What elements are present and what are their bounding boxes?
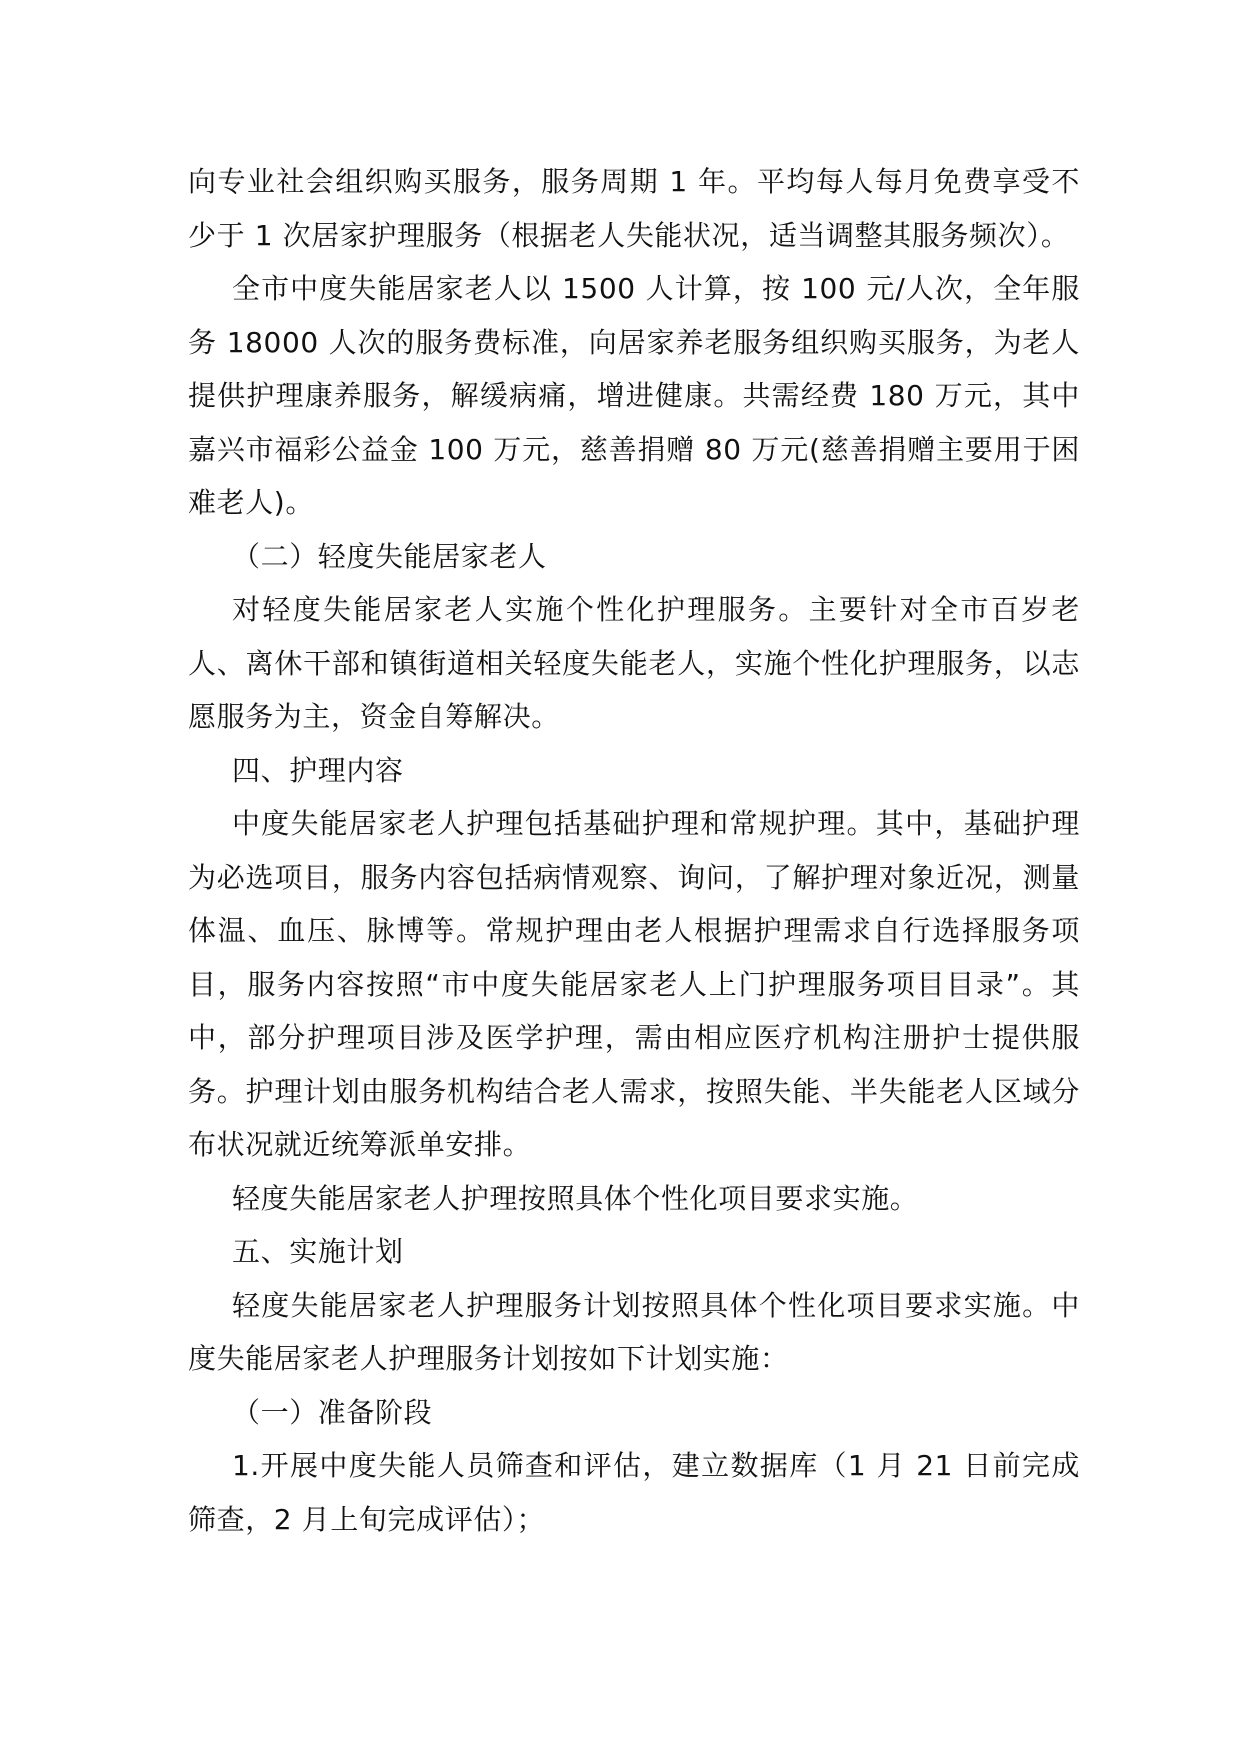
paragraph-purchase-service: 向专业社会组织购买服务，服务周期 1 年。平均每人每月免费享受不少于 1 次居家护理服务（根据老人失能状况，适当调整其服务频次）。 xyxy=(188,165,1080,252)
paragraph-care-content-detail: 中度失能居家老人护理包括基础护理和常规护理。其中，基础护理为必选项目，服务内容包括病情观察、询问，了解护理对象近况，测量体温、血压、脉博等。常规护理由老人根据护理需求自行选择服务项目，服务内容按照“市中度失能居家老人上门护理服务项目目录”。其中，部分护理项目涉及医学护理，需由相应医疗机构注册护士提供服务。护理计划由服务机构结合老人需求，按照失能、半失能老人区域分布状况就近统筹派单安排。 xyxy=(188,807,1080,1161)
paragraph-mild-disability-service: 对轻度失能居家老人实施个性化护理服务。主要针对全市百岁老人、离休干部和镇街道相关轻度失能老人，实施个性化护理服务，以志愿服务为主，资金自筹解决。 xyxy=(188,593,1080,733)
paragraph-implementation-plan-intro: 轻度失能居家老人护理服务计划按照具体个性化项目要求实施。中度失能居家老人护理服务计划按如下计划实施： xyxy=(188,1288,1080,1375)
heading-mild-disability-elderly: （二）轻度失能居家老人 xyxy=(232,539,547,573)
paragraph-screening-assessment: 1.开展中度失能人员筛查和评估，建立数据库（1 月 21 日前完成筛查，2 月上旬完成评估）； xyxy=(188,1449,1080,1536)
heading-care-content: 四、护理内容 xyxy=(232,753,404,787)
heading-implementation-plan: 五、实施计划 xyxy=(232,1235,404,1268)
document-body xyxy=(188,155,1080,1546)
paragraph-moderate-disability-funding: 全市中度失能居家老人以 1500 人计算，按 100 元/人次，全年服务 18000 人次的服务费标准，向居家养老服务组织购买服务，为老人提供护理康养服务，解缓病痛，增进健康。共需经费 180 万元，其中嘉兴市福彩公益金 100 万元，慈善捐赠 80 万元(慈善捐赠主要用于困难老人)。 xyxy=(188,272,1080,519)
paragraph-mild-care-implementation: 轻度失能居家老人护理按照具体个性化项目要求实施。 xyxy=(232,1181,919,1215)
heading-preparation-stage: （一）准备阶段 xyxy=(232,1395,433,1429)
